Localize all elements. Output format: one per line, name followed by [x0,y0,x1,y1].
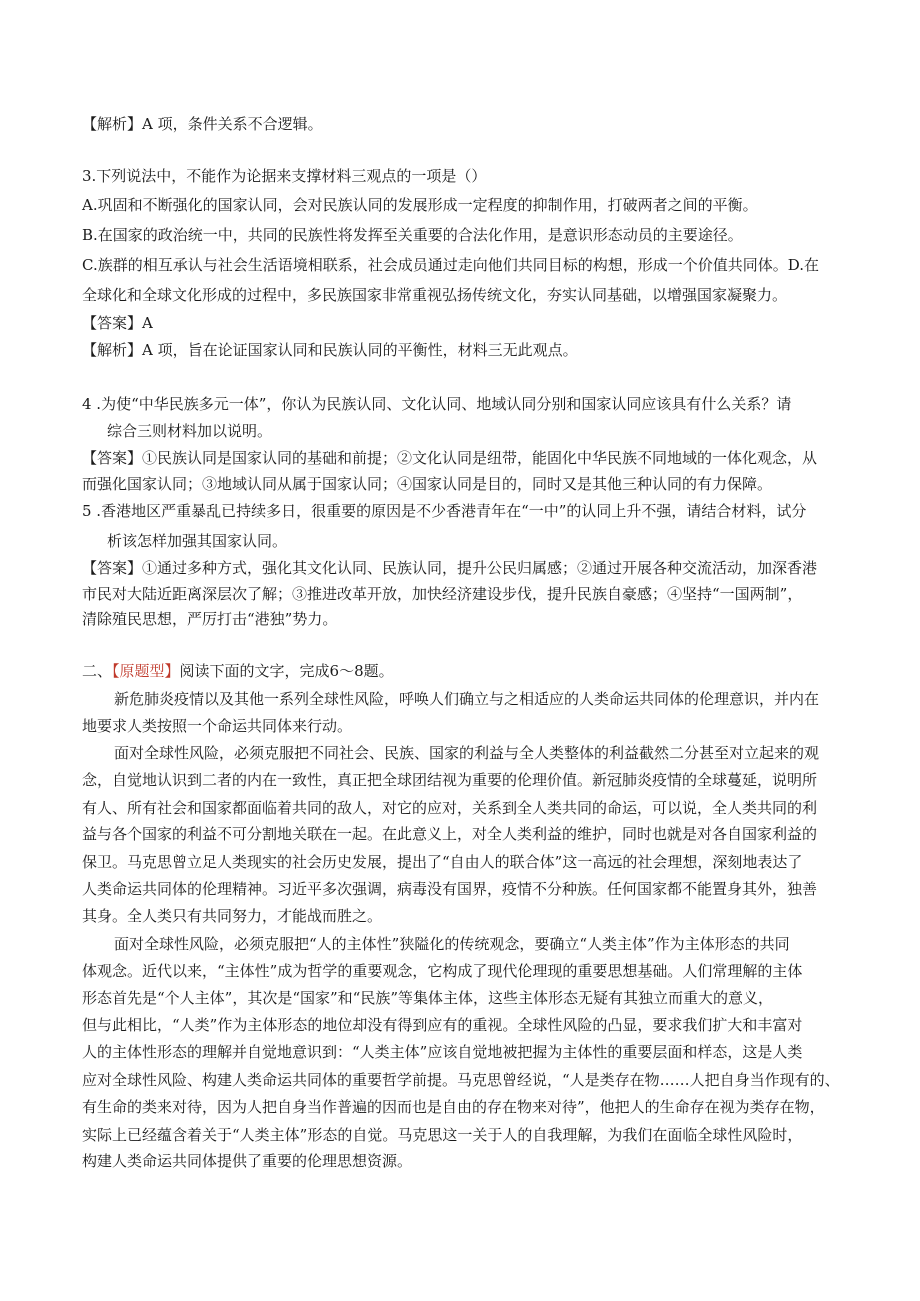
answer-4-line-1: 【答案】①民族认同是国家认同的基础和前提；②文化认同是纽带，能固化中华民族不同地域的一体化观念，从 [82,449,818,467]
passage-p2-line-2: 念，自觉地认识到二者的内在一致性，真正把全球团结视为重要的伦理价值。新冠肺炎疫情的全球蔓延，说明所 [82,771,818,789]
question-3: 3.下列说法中，不能作为论据来支撑材料三观点的一项是（） [82,167,487,185]
answer-5-line-3: 清除殖民思想，严厉打击“港独”势力。 [82,610,338,628]
passage-p3-line-3: 形态首先是“个人主体”，其次是“国家”和“民族”等集体主体，这些主体形态无疑有其独立而重大的意义， [82,989,774,1007]
section-2-instruction: 阅读下面的文字，完成6～8题。 [179,662,394,680]
passage-p2-line-6: 人类命运共同体的伦理精神。习近平多次强调，病毒没有国界，疫情不分种族。任何国家都不能置身其外，独善 [82,880,818,898]
passage-p2-line-7: 其身。全人类只有共同努力，才能战而胜之。 [82,907,383,925]
section-2-tag: 【原题型】 [112,662,180,680]
passage-p3-line-4: 但与此相比，“人类”作为主体形态的地位却没有得到应有的重视。全球性风险的凸显，要求我们扩大和丰富对 [82,1016,803,1034]
passage-p2-line-1: 面对全球性风险，必须克服把不同社会、民族、国家的利益与全人类整体的利益截然二分甚至对立起来的观 [114,744,820,762]
passage-p3-line-8: 实际上已经蕴含着关于“人类主体”形态的自觉。马克思这一关于人的自我理解，为我们在面临全球性风险时， [82,1126,803,1144]
passage-p3-line-7: 有生命的类来对待，因为人把自身当作普遍的因而也是自由的存在物来对待”，他把人的生命存在视为类存在物， [82,1098,825,1116]
passage-p3-line-2: 体观念。近代以来，“主体性”成为哲学的重要观念，它构成了现代伦理现的重要思想基础。人们常理解的主体 [82,962,803,980]
analysis-3: 【解析】A 项，旨在论证国家认同和民族认同的平衡性，材料三无此观点。 [82,341,578,359]
option-a: A.巩固和不断强化的国家认同，会对民族认同的发展形成一定程度的抑制作用，打破两者之间的平衡。 [82,196,758,214]
answer-5-line-2: 市民对大陆近距离深层次了解；③推进改革开放，加快经济建设步伐，提升民族自豪感；④坚持“一国两制”， [82,585,803,603]
question-5-line-2: 析该怎样加强其国家认同。 [107,532,288,550]
passage-p2-line-4: 益与各个国家的利益不可分割地关联在一起。在此意义上，对全人类利益的维护，同时也就是对各自国家利益的 [82,825,818,843]
passage-p2-line-3: 有人、所有社会和国家都面临着共同的敌人，对它的应对，关系到全人类共同的命运，可以说，全人类共同的利 [82,799,818,817]
question-4-line-1: 4 .为使“中华民族多元一体”，你认为民族认同、文化认同、地域认同分别和国家认同应该具有什么关系？请 [82,395,792,413]
passage-p1-line-1: 新危肺炎疫情以及其他一系列全球性风险，呼唤人们确立与之相适应的人类命运共同体的伦理意识，并内在 [114,690,820,708]
passage-p3-line-6: 应对全球性风险、构建人类命运共同体的重要哲学前提。马克思曾经说，“人是类存在物……人把自身当作现有的、 [82,1071,840,1089]
question-4-line-2: 综合三则材料加以说明。 [107,422,273,440]
passage-p1-line-2: 地要求人类按照一个命运共同体来行动。 [82,717,353,735]
passage-p3-line-1: 面对全球性风险，必须克服把“人的主体性”狭隘化的传统观念，要确立“人类主体”作为主体形态的共同 [114,935,790,953]
section-2-prefix: 二、 [82,662,113,680]
question-5-line-1: 5 .香港地区严重暴乱已持续多日，很重要的原因是不少香港青年在“一中”的认同上升不强，请结合材料，试分 [82,502,807,520]
section-2-heading [82,661,394,681]
answer-5-line-1: 【答案】①通过多种方式，强化其文化认同、民族认同，提升公民归属感；②通过开展各种交流活动，加深香港 [82,559,818,577]
passage-p2-line-5: 保卫。马克思曾立足人类现实的社会历史发展，提出了“自由人的联合体”这一高远的社会理想，深刻地表达了 [82,853,803,871]
answer-4-line-2: 而强化国家认同；③地域认同从属于国家认同；④国家认同是目的，同时又是其他三种认同的有力保障。 [82,475,773,493]
analysis-1: 【解析】A 项，条件关系不合逻辑。 [82,115,323,133]
answer-3: 【答案】A [82,314,153,332]
passage-p3-line-5: 人的主体性形态的理解并自觉地意识到：“人类主体”应该自觉地被把握为主体性的重要层面和样态，这是人类 [82,1043,803,1061]
option-d-cont: 全球化和全球文化形成的过程中，多民族国家非常重视弘扬传统文化，夯实认同基础，以增强国家凝聚力。 [82,286,788,304]
option-b: B.在国家的政治统一中，共同的民族性将发挥至关重要的合法化作用，是意识形态动员的主要途径。 [82,226,743,244]
passage-p3-line-9: 构建人类命运共同体提供了重要的伦理思想资源。 [82,1152,413,1170]
option-c: C.族群的相互承认与社会生活语境相联系，社会成员通过走向他们共同目标的构想，形成一个价值共同体。D.在 [82,256,819,274]
